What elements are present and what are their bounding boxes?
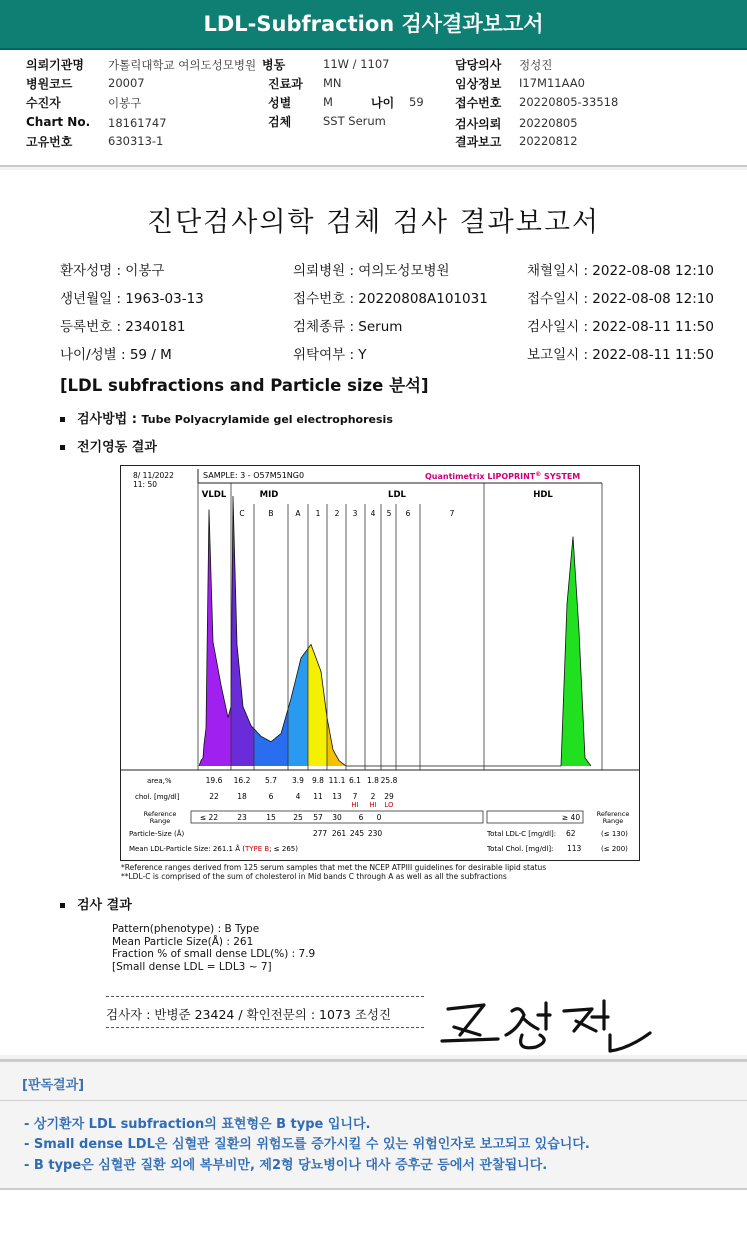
patient-field: 접수번호 : 20220808A101031 xyxy=(293,291,488,307)
result-summary xyxy=(112,923,315,973)
ref-value: 25 xyxy=(293,813,303,822)
row-label-ref: Reference xyxy=(143,810,177,818)
total-ldl-label: Total LDL-C [mg/dl]: xyxy=(487,830,557,838)
chol-value: 29 xyxy=(384,792,394,801)
area-value: 5.7 xyxy=(265,776,277,785)
result-line: Pattern(phenotype) : B Type xyxy=(112,923,260,935)
header-label: 임상정보 xyxy=(455,77,502,91)
patient-field: 검체종류 : Serum xyxy=(293,319,403,335)
row-label-ref: Range xyxy=(149,817,171,825)
header-label: Chart No. xyxy=(26,115,91,129)
patient-field: 접수일시 : 2022-08-08 12:10 xyxy=(527,291,714,307)
total-chol-value: 113 xyxy=(567,844,582,853)
patient-field: 등록번호 : 2340181 xyxy=(60,319,186,335)
result-heading: 검사 결과 xyxy=(60,894,132,913)
band-label: A xyxy=(295,509,301,518)
group-label: VLDL xyxy=(201,490,227,500)
total-ldl-ref: (≤ 130) xyxy=(601,830,628,838)
header-value: 630313-1 xyxy=(108,134,164,148)
header-value: 20220805-33518 xyxy=(519,95,619,109)
header-label: 진료과 xyxy=(268,77,303,91)
area-value: 9.8 xyxy=(312,776,324,785)
band-label: 7 xyxy=(449,509,455,518)
handwritten-signature xyxy=(440,995,670,1055)
ref-value: 57 xyxy=(313,813,323,822)
header-label: 수진자 xyxy=(26,96,61,110)
curve-fill-b xyxy=(254,709,288,766)
ref-value: ≥ 40 xyxy=(561,813,581,822)
ref-side-label: Reference xyxy=(596,810,630,818)
area-value: 25.8 xyxy=(380,776,398,785)
header-value: 정성진 xyxy=(519,58,553,72)
area-value: 11.1 xyxy=(328,776,346,785)
header-label: 의뢰기관명 xyxy=(26,58,84,72)
chol-value: 4 xyxy=(295,792,301,801)
area-value: 3.9 xyxy=(292,776,304,785)
bullet-icon xyxy=(60,417,65,422)
document-title: 진단검사의학 검체 검사 결과보고서 xyxy=(147,207,600,238)
header-value: 20220805 xyxy=(519,116,578,130)
patient-field: 의뢰병원 : 여의도성모병원 xyxy=(293,263,450,279)
patient-field: 생년월일 : 1963-03-13 xyxy=(60,291,204,307)
chart-date: 8/ 11/2022 xyxy=(133,471,174,480)
section-title: [LDL subfractions and Particle size 분석] xyxy=(60,376,429,395)
size-value: 230 xyxy=(367,829,383,838)
band-label: 2 xyxy=(334,509,340,518)
result-line: Fraction % of small dense LDL(%) : 7.9 xyxy=(112,948,316,961)
report-title: LDL-Subfraction 검사결과보고서 xyxy=(0,0,747,50)
header-value: 가톨릭대학교 여의도성모병원 xyxy=(108,58,257,72)
header-label: 성별 xyxy=(268,96,292,110)
electro-heading: 전기영동 결과 xyxy=(60,436,157,455)
band-label: 1 xyxy=(315,509,321,518)
profile-curve xyxy=(199,496,591,766)
header-label: 결과보고 xyxy=(455,135,502,149)
header-value: 11W / 1107 xyxy=(323,57,390,71)
group-label: HDL xyxy=(533,490,553,500)
signature-line: 검사자 : 반병준 23424 / 확인전문의 : 1073 조성진 xyxy=(106,1007,392,1022)
footnote: *Reference ranges derived from 125 serum samples that met the NCEP ATPIII guidelines for desirable lipid status xyxy=(121,863,547,872)
header-value: 이봉구 xyxy=(108,96,142,110)
group-label: MID xyxy=(259,490,279,500)
area-value: 19.6 xyxy=(205,776,223,785)
band-label: 3 xyxy=(352,509,358,518)
header-value: 20220812 xyxy=(519,134,578,148)
band-label: B xyxy=(268,509,274,518)
interpretation-line: - B type은 심혈관 질환 외에 복부비만, 제2형 당뇨병이나 대사 증후군 등에서 관찰됩니다. xyxy=(24,1158,548,1173)
divider xyxy=(0,1100,747,1101)
flag: LO xyxy=(384,801,394,809)
divider xyxy=(106,996,424,997)
header-label: 담당의사 xyxy=(455,58,502,72)
row-label-area: area,% xyxy=(147,777,172,785)
group-label: LDL xyxy=(388,490,406,500)
divider xyxy=(106,1027,424,1028)
chol-value: 2 xyxy=(370,792,376,801)
band-label: 4 xyxy=(370,509,376,518)
chart-sample: SAMPLE: 3 - O57M51NG0 xyxy=(203,471,305,480)
patient-field: 채혈일시 : 2022-08-08 12:10 xyxy=(527,263,714,279)
method-line: 검사방법 : Tube Polyacrylamide gel electrophoresis xyxy=(60,408,393,427)
lipoprint-chart xyxy=(120,465,640,861)
header-value: MN xyxy=(323,76,342,90)
bullet-icon xyxy=(60,903,65,908)
interpretation-line: - Small dense LDL은 심혈관 질환의 위험도를 증가시킬 수 있는 위험인자로 보고되고 있습니다. xyxy=(24,1137,590,1152)
total-ldl-value: 62 xyxy=(566,829,576,838)
header-value: SST Serum xyxy=(323,114,386,128)
ref-value: 30 xyxy=(332,813,342,822)
header-value: 20007 xyxy=(108,76,145,90)
chart-svg xyxy=(121,466,639,860)
chol-value: 11 xyxy=(313,792,323,801)
area-value: 6.1 xyxy=(349,776,361,785)
patient-field: 나이/성별 : 59 / M xyxy=(60,347,172,363)
ref-value: 15 xyxy=(266,813,276,822)
flag: HI xyxy=(369,801,377,809)
header-label: 나이 xyxy=(371,96,395,110)
curve-fill-a xyxy=(288,649,308,766)
chol-value: 7 xyxy=(352,792,358,801)
patient-field: 환자성명 : 이봉구 xyxy=(60,263,165,279)
ref-side-label: Range xyxy=(602,817,624,825)
band-label: 6 xyxy=(405,509,411,518)
ref-value: 0 xyxy=(376,813,382,822)
total-chol-label: Total Chol. [mg/dl]: xyxy=(487,845,554,853)
flag: HI xyxy=(351,801,359,809)
ref-value: 23 xyxy=(237,813,247,822)
header-label: 고유번호 xyxy=(26,135,73,149)
chol-value: 22 xyxy=(209,792,219,801)
result-line: [Small dense LDL = LDL3 ~ 7] xyxy=(112,960,272,973)
header-label: 검체 xyxy=(268,115,292,129)
row-label-chol: chol. [mg/dl] xyxy=(135,793,180,801)
header-label: 접수번호 xyxy=(455,96,502,110)
header-value: 59 xyxy=(409,95,424,109)
header-value: 18161747 xyxy=(108,116,167,130)
band-label: 5 xyxy=(386,509,392,518)
header-label: 병동 xyxy=(262,58,286,72)
area-value: 1.8 xyxy=(367,776,379,785)
chol-value: 13 xyxy=(332,792,342,801)
chart-time: 11: 50 xyxy=(133,480,157,489)
ref-value: ≤ 22 xyxy=(199,813,219,822)
patient-field: 검사일시 : 2022-08-11 11:50 xyxy=(527,319,714,335)
area-value: 16.2 xyxy=(233,776,251,785)
result-line: Mean Particle Size(Å) : 261 xyxy=(112,935,254,948)
header-value: M xyxy=(323,95,333,109)
header-info xyxy=(0,54,747,164)
interpretation-title: [판독결과] xyxy=(22,1078,85,1093)
header-label: 병원코드 xyxy=(26,77,73,91)
band-label: C xyxy=(239,509,245,518)
curve-fill-vldl xyxy=(199,510,231,767)
header-label: 검사의뢰 xyxy=(455,117,502,131)
size-value: 245 xyxy=(349,829,365,838)
header-value: I17M11AA0 xyxy=(519,76,585,90)
patient-field: 보고일시 : 2022-08-11 11:50 xyxy=(527,347,714,363)
curve-fill-l2 xyxy=(327,717,346,766)
interpretation-line: - 상기환자 LDL subfraction의 표현형은 B type 입니다. xyxy=(24,1117,371,1132)
footnote: **LDL-C is comprised of the sum of cholesterol in Mid bands C through A as well as all the subfractions xyxy=(121,872,507,881)
mean-size: Mean LDL-Particle Size: 261.1 Å (TYPE B; ≤ 265) xyxy=(129,845,298,853)
ref-value: 6 xyxy=(358,813,364,822)
bullet-icon xyxy=(60,445,65,450)
chart-brand: Quantimetrix LIPOPRINT® SYSTEM xyxy=(425,471,581,481)
total-chol-ref: (≤ 200) xyxy=(601,845,628,853)
patient-field: 위탁여부 : Y xyxy=(293,347,367,363)
row-label-size: Particle-Size (Å) xyxy=(129,830,185,838)
chol-value: 18 xyxy=(237,792,247,801)
chol-value: 6 xyxy=(268,792,274,801)
size-value: 261 xyxy=(331,829,347,838)
size-value: 277 xyxy=(312,829,328,838)
interpretation-panel xyxy=(0,1060,747,1190)
